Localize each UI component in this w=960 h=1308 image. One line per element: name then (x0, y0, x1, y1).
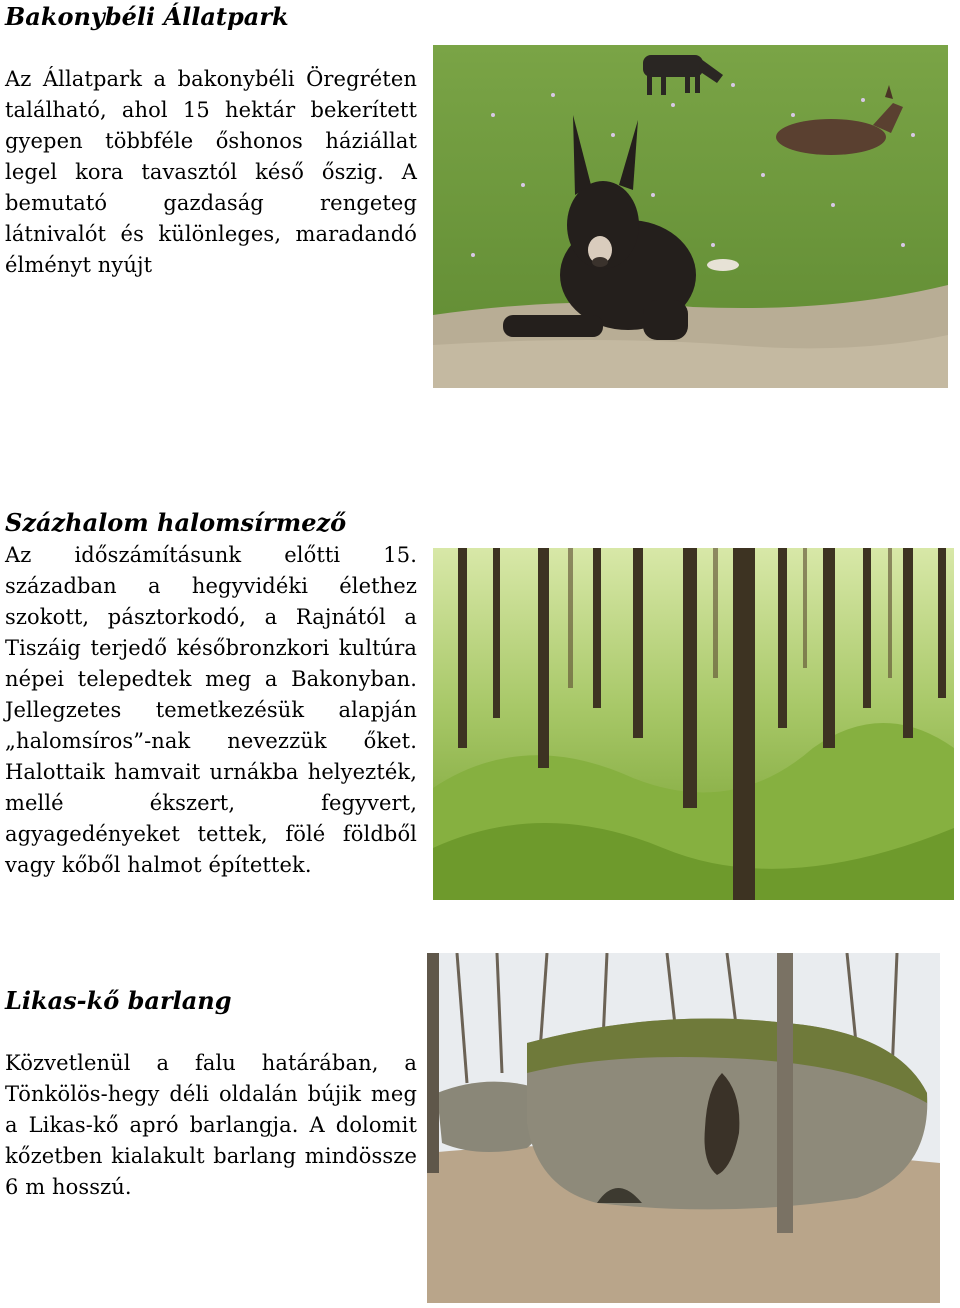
forest-mounds-photo (433, 548, 954, 900)
forest-mounds-photo-image (433, 548, 954, 900)
donkey-photo (433, 45, 948, 388)
cave-rock-photo-image (427, 953, 940, 1303)
section-text-likas-ko: Közvetlenül a falu határában, a Tönkölös-hegy déli oldalán bújik meg a Likas-kő apró barlangja. A dolomit kőzetben kialakult barlang mindössze 6 m hosszú. (5, 1051, 417, 1199)
donkey-photo-image (433, 45, 948, 388)
section-title-likas-ko: Likas-kő barlang (5, 986, 232, 1015)
section-title-szazhalom: Százhalom halomsírmező (5, 508, 347, 537)
section-text-szazhalom: Az időszámításunk előtti 15. században a hegyvidéki élethez szokott, pásztorkodó, a Rajnától a Tiszáig terjedő későbronzkori kultúra népei telepedtek meg a Bakonyban. Jellegzetes temetkezésük alapján „halomsíros”-nak nevezzük őket. Halottaik hamvait urnákba helyezték, mellé ékszert, fegyvert, agyagedényeket tettek, fölé földből vagy kőből halmot építettek. (5, 543, 417, 877)
section-text-allatpark: Az Állatpark a bakonybéli Öregréten található, ahol 15 hektár bekerített gyepen többféle őshonos háziállat legel kora tavasztól késő őszig. A bemutató gazdaság rengeteg látnivalót és különleges, maradandó élményt nyújt (5, 67, 417, 277)
section-title-allatpark: Bakonybéli Állatpark (5, 2, 289, 31)
cave-rock-photo (427, 953, 940, 1303)
